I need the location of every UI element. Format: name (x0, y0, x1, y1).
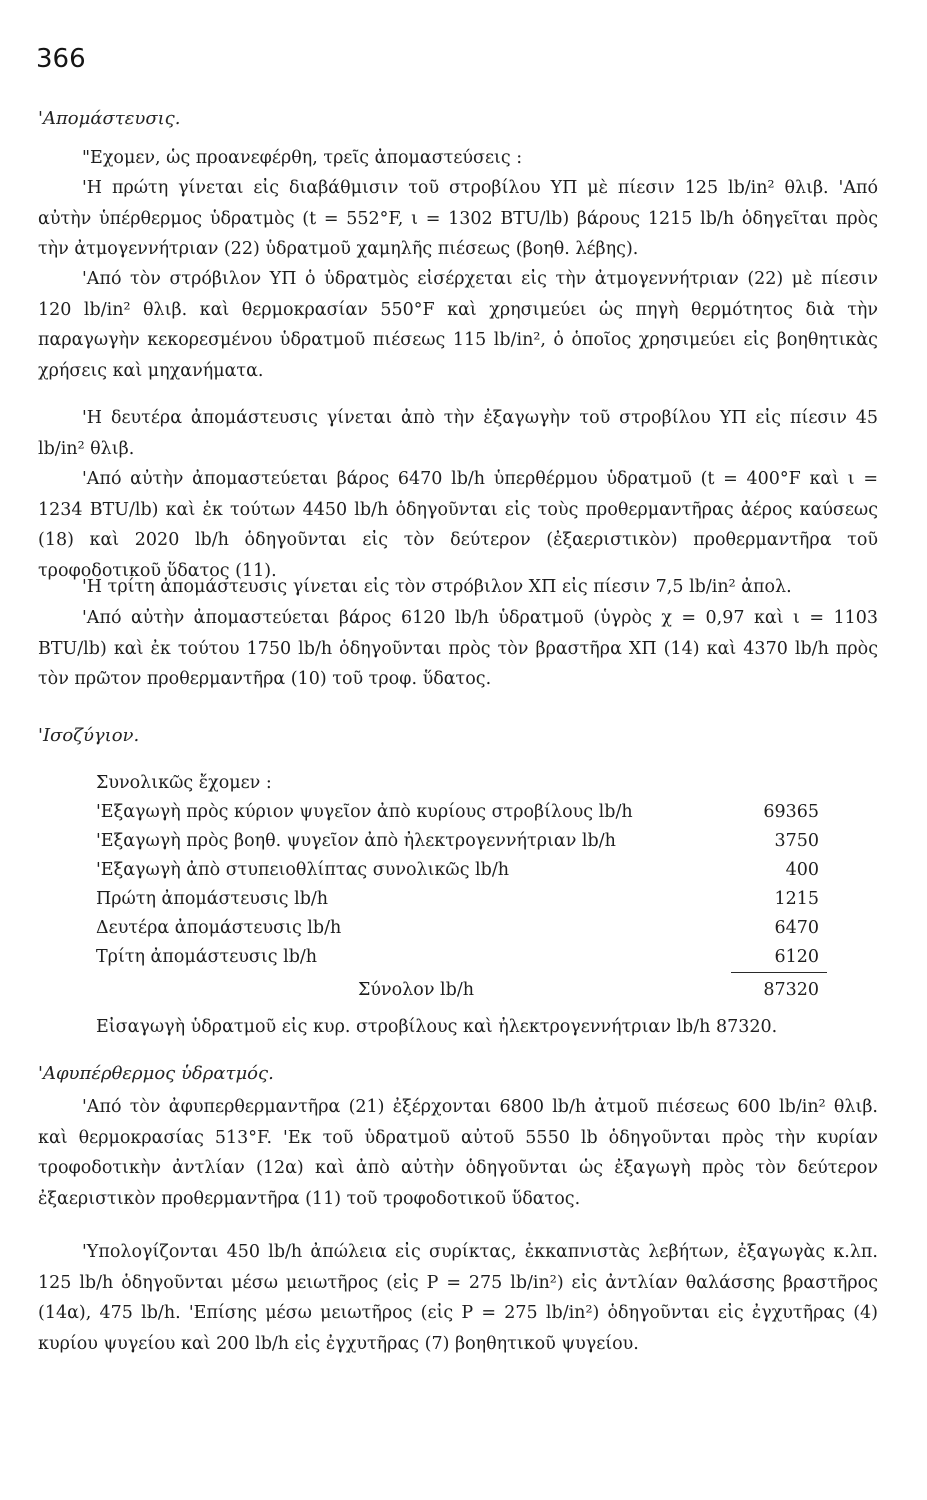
balance-intro: Συνολικῶς ἔχομεν : (96, 773, 272, 793)
balance-row-label: Τρίτη ἀπομάστευσις lb/h (96, 947, 318, 967)
balance-total-value: 87320 (763, 980, 819, 1000)
balance-row (96, 798, 831, 827)
balance-row-label: Πρώτη ἀπομάστευσις lb/h (96, 889, 329, 909)
balance-row (96, 914, 831, 943)
section-title-balance: 'Ισοζύγιον. (38, 725, 140, 746)
balance-row-value: 400 (785, 860, 819, 880)
balance-row (96, 827, 831, 856)
paragraph: 'Υπολογίζονται 450 lb/h ἀπώλεια εἰς συρίκτας, ἐκκαπνιστὰς λεβήτων, ἐξαγωγὰς κ.λπ. 125 lb/h ὁδηγοῦνται μέσω μειωτῆρος (εἰς P = 275 lb/in²) εἰς ἀντλίαν θαλάσσης βραστῆρος (14α), 475 lb/h. 'Επίσης μέσω μειωτῆρος (εἰς P = 275 lb/in²) ὁδηγοῦνται εἰς ἐγχυτῆρας (4) κυρίου ψυγείου καὶ 200 lb/h εἰς ἐγχυτῆρας (7) βοηθητικοῦ ψυγείου. (38, 1242, 878, 1354)
paragraph: 'Από τὸν ἀφυπερθερμαντῆρα (21) ἐξέρχονται 6800 lb/h ἀτμοῦ πιέσεως 600 lb/in² θλιβ. καὶ θερμοκρασίας 513°F. 'Εκ τοῦ ὑδρατμοῦ αὐτοῦ 5550 lb ὁδηγοῦνται πρὸς τὴν κυρίαν τροφοδοτικὴν ἀντλίαν (12α) καὶ ἀπὸ αὐτὴν ὁδηγοῦνται ὡς ἐξαγωγὴ πρὸς τὸν δεύτερον ἐξαεριστικὸν προθερμαντῆρα (11) τοῦ τροφοδοτικοῦ ὕδατος. (38, 1097, 878, 1209)
sum-rule (731, 972, 827, 973)
balance-table (96, 768, 831, 1006)
paragraph: "Εχομεν, ὡς προανεφέρθη, τρεῖς ἀπομαστεύσεις : (82, 148, 523, 168)
balance-row (96, 943, 831, 972)
balance-row-label: Δευτέρα ἀπομάστευσις lb/h (96, 918, 342, 938)
balance-row-label: 'Εξαγωγὴ πρὸς βοηθ. ψυγεῖον ἀπὸ ἠλεκτρογεννήτριαν lb/h (96, 831, 616, 851)
paragraph: 'Η τρίτη ἀπομάστευσις γίνεται εἰς τὸν στρόβιλον ΧΠ εἰς πίεσιν 7,5 lb/in² ἀπολ. (82, 577, 792, 597)
paragraph: 'Από τὸν στρόβιλον ΥΠ ὁ ὑδρατμὸς εἰσέρχεται εἰς τὴν ἀτμογεννήτριαν (22) μὲ πίεσιν 120 lb/in² θλιβ. καὶ θερμοκρασίαν 550°F καὶ χρησιμεύει ὡς πηγὴ θερμότητος διὰ τὴν παραγωγὴν κεκορεσμένου ὑδρατμοῦ πιέσεως 115 lb/in², ὁ ὁποῖος χρησιμεύει εἰς βοηθητικὰς χρήσεις καὶ μηχανήματα. (38, 269, 878, 381)
balance-row-label: 'Εξαγωγὴ πρὸς κύριον ψυγεῖον ἀπὸ κυρίους στροβίλους lb/h (96, 802, 633, 822)
paragraph: 'Η πρώτη γίνεται εἰς διαβάθμισιν τοῦ στροβίλου ΥΠ μὲ πίεσιν 125 lb/in² θλιβ. 'Από αὐτὴν ὑπέρθερμος ὑδρατμὸς (t = 552°F, ι = 1302 BTU/lb) βάρους 1215 lb/h ὁδηγεῖται πρὸς τὴν ἀτμογεννήτριαν (22) ὑδρατμοῦ χαμηλῆς πιέσεως (βοηθ. λέβης). (38, 178, 878, 259)
paragraph: 'Η δευτέρα ἀπομάστευσις γίνεται ἀπὸ τὴν ἐξαγωγὴν τοῦ στροβίλου ΥΠ εἰς πίεσιν 45 lb/in² θλιβ. (38, 408, 878, 459)
section-title-extractions: 'Απομάστευσις. (38, 108, 181, 129)
balance-total-row (96, 974, 831, 1006)
balance-row-value: 3750 (774, 831, 819, 851)
page-number: 366 (36, 44, 86, 74)
section-title-desuperheated: 'Αφυπέρθερμος ὑδρατμός. (38, 1063, 274, 1084)
balance-row-label: 'Εξαγωγὴ ἀπὸ στυπειοθλίπτας συνολικῶς lb/h (96, 860, 510, 880)
balance-row-value: 6120 (774, 947, 819, 967)
paragraph: 'Από αὐτὴν ἀπομαστεύεται βάρος 6120 lb/h ὑδρατμοῦ (ὑγρὸς χ = 0,97 καὶ ι = 1103 BTU/lb) καὶ ἐκ τούτου 1750 lb/h ὁδηγοῦνται πρὸς τὸν βραστῆρα ΧΠ (14) καὶ 4370 lb/h πρὸς τὸν πρῶτον προθερμαντῆρα (10) τοῦ τροφ. ὕδατος. (38, 608, 878, 689)
balance-row (96, 885, 831, 914)
balance-total-label: Σύνολον lb/h (358, 980, 474, 1000)
balance-row-value: 6470 (774, 918, 819, 938)
paragraph: 'Από αὐτὴν ἀπομαστεύεται βάρος 6470 lb/h ὑπερθέρμου ὑδρατμοῦ (t = 400°F καὶ ι = 1234 BTU/lb) καὶ ἐκ τούτων 4450 lb/h ὁδηγοῦνται εἰς τοὺς προθερμαντῆρας ἀέρος καύσεως (18) καὶ 2020 lb/h ὁδηγοῦνται εἰς τὸν δεύτερον (ἐξαεριστικὸν) προθερμαντῆρα τοῦ τροφοδοτικοῦ ὕδατος (11). (38, 469, 878, 581)
balance-row (96, 856, 831, 885)
balance-inflow: Εἰσαγωγὴ ὑδρατμοῦ εἰς κυρ. στροβίλους καὶ ἠλεκτρογεννήτριαν lb/h 87320. (96, 1017, 778, 1037)
balance-row-value: 1215 (774, 889, 819, 909)
balance-row-value: 69365 (763, 802, 819, 822)
